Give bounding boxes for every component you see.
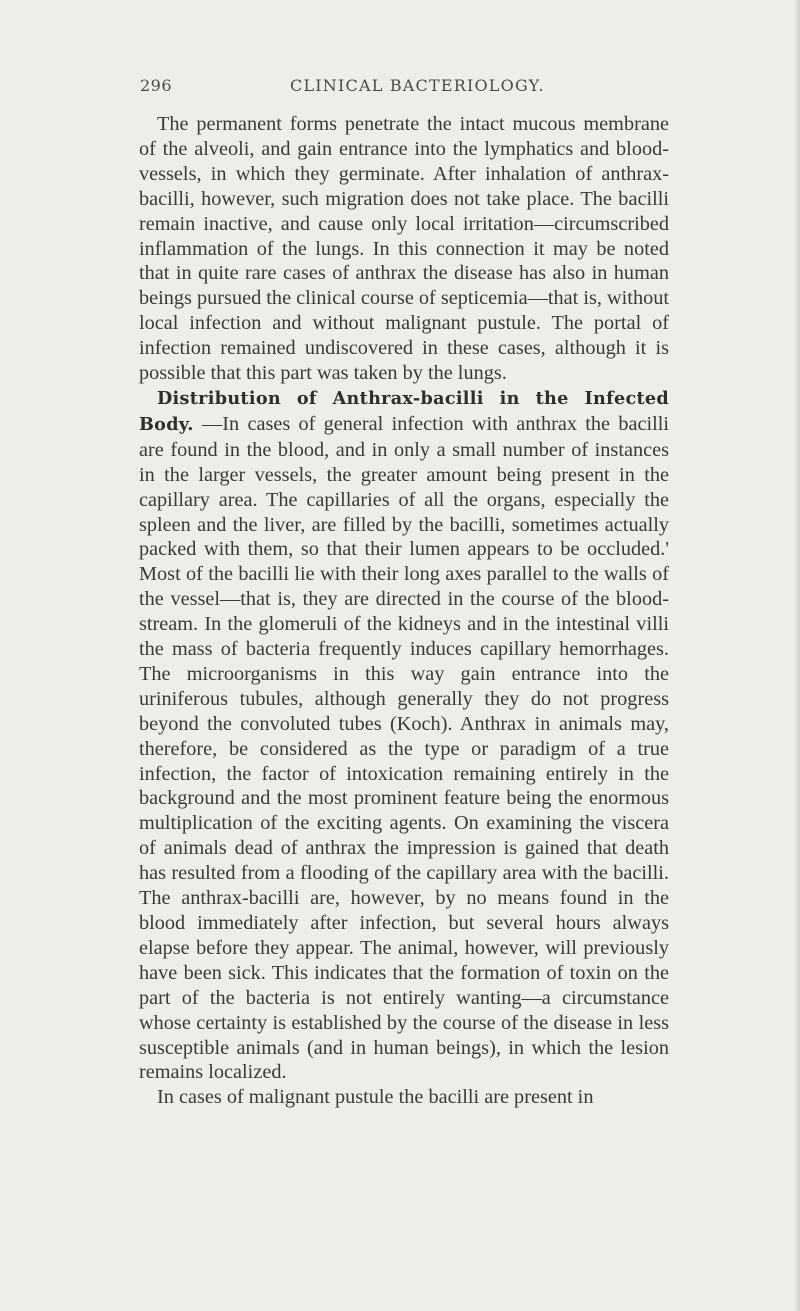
running-head: CLINICAL BACTERIOLOGY. [290,76,545,95]
page-header [140,76,660,102]
page-edge-shadow [794,0,800,1311]
paragraph: In cases of malignant pustule the bacilli are present in [157,1086,594,1109]
page-number: 296 [140,76,173,95]
body-text [139,112,669,1110]
section-heading: Distribution of Anthrax-bacilli in the Infected Body. [139,387,669,435]
paragraph-text: —In cases of general infection with anthrax the bacilli are found in the blood, and in only a small number of instances in the larger vessels, the greater amount being present in the capillary area. The capillaries of all the organs, especially the spleen and the liver, are filled by the bacilli, sometimes actually packed with them, so that their lumen appears to be occluded.' Most of the bacilli lie with their long axes parallel to the walls of the vessel—that is, they are directed in the course of the blood-stream. In the glomeruli of the kidneys and in the intestinal villi the mass of bacteria frequently induces capillary hemorrhages. The microorganisms in this way gain entrance into the uriniferous tubules, although generally they do not progress beyond the convoluted tubes (Koch). Anthrax in animals may, therefore, be considered as the type or paradigm of a true infection, the factor of intoxication remaining entirely in the background and the most prominent feature being the enormous multiplication of the exciting agents. On examining the viscera of animals dead of anthrax the impression is gained that death has resulted from a flooding of the capillary area with the bacilli. The anthrax-bacilli are, however, by no means found in the blood immediately after infection, but several hours always elapse before they appear. The animal, however, will previously have been sick. This indicates that the formation of toxin on the part of the bacteria is not entirely wanting—a circumstance whose certainty is established by the course of the disease in less susceptible animals (and in human beings), in which the lesion remains localized. [139,412,670,1084]
paragraph [139,386,669,1085]
paragraph: The permanent forms penetrate the intact mucous membrane of the alveoli, and gain entrance into the lymphatics and blood-vessels, in which they germinate. After inhalation of anthrax-bacilli, however, such migration does not take place. The bacilli remain inactive, and cause only local irritation—circumscribed inflammation of the lungs. In this connection it may be noted that in quite rare cases of anthrax the disease has also in human beings pursued the clinical course of septicemia—that is, without local infection and without malignant pustule. The portal of infection remained undiscovered in these cases, although it is possible that this part was taken by the lungs. [139,113,669,385]
